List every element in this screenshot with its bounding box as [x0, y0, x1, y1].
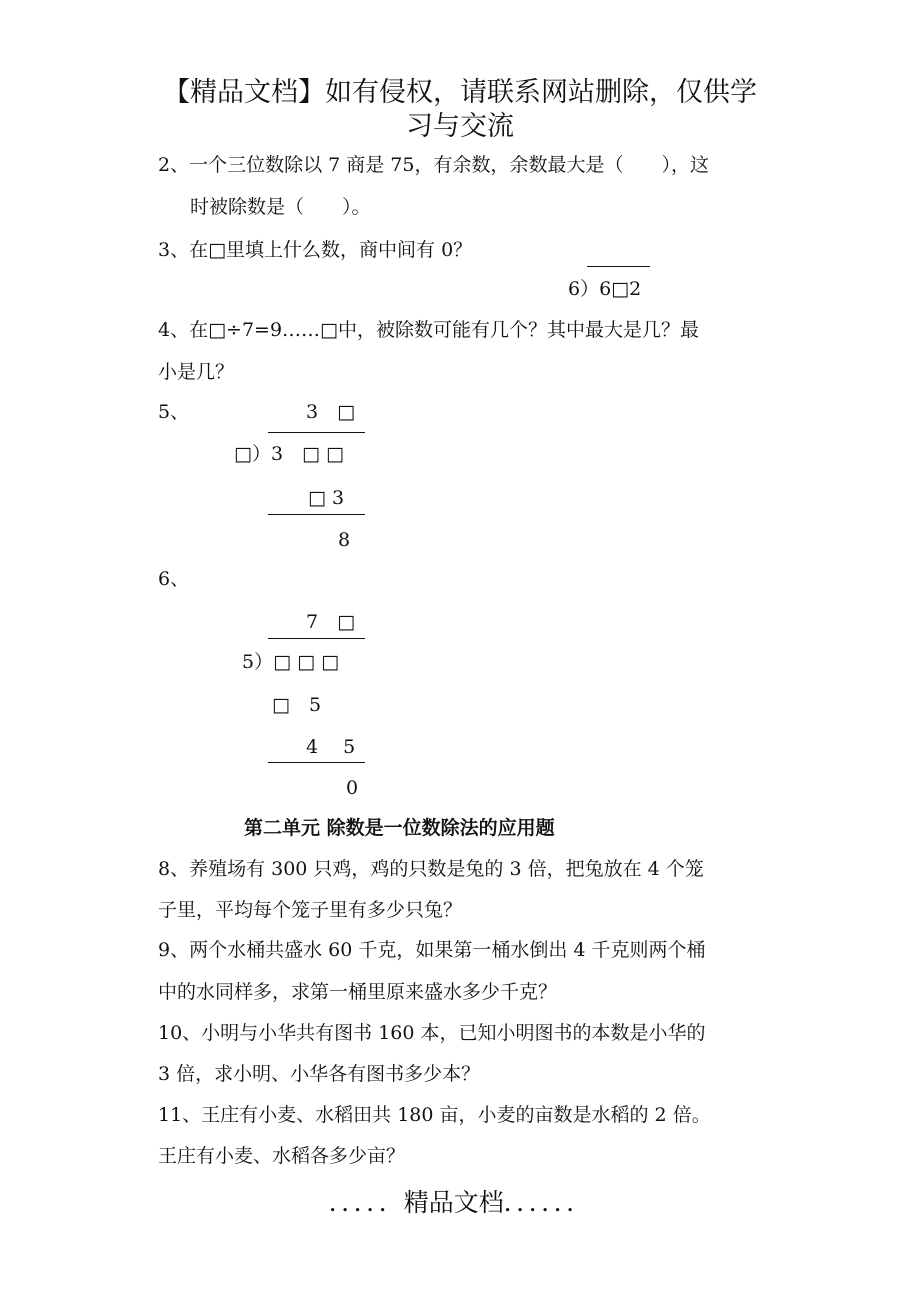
question-9-line-2: 中的水同样多，求第一桶里原来盛水多少千克？ — [158, 981, 558, 1003]
q6-step-1: □ 5 — [272, 694, 322, 716]
q6-subtraction-line — [268, 762, 365, 763]
q3-division-bar — [587, 266, 650, 267]
header-line-2: 习与交流 — [406, 111, 514, 142]
question-2-line-1: 2、一个三位数除以 7 商是 75，有余数，余数最大是（ ），这 — [158, 154, 709, 176]
q6-dividend-row: 5）□ □ □ — [242, 651, 340, 673]
question-10-line-2: 3 倍，求小明、小华各有图书多少本？ — [158, 1063, 481, 1085]
question-11-line-2: 王庄有小麦、水稻各多少亩？ — [158, 1145, 406, 1167]
question-8-line-1: 8、养殖场有 300 只鸡，鸡的只数是兔的 3 倍，把兔放在 4 个笼 — [158, 858, 704, 880]
q5-subtraction-line — [268, 514, 365, 515]
q5-division-bar — [268, 432, 365, 433]
question-5-label: 5、 — [158, 401, 190, 423]
section-title: 第二单元 除数是一位数除法的应用题 — [244, 817, 555, 839]
q3-division: 6）6□2 — [568, 278, 642, 300]
question-4-line-2: 小是几？ — [158, 361, 235, 383]
question-11-line-1: 11、王庄有小麦、水稻田共 180 亩，小麦的亩数是水稻的 2 倍。 — [158, 1104, 711, 1126]
q6-step-2: 4 5 — [306, 736, 356, 758]
q5-quotient: 3 □ — [306, 401, 356, 423]
q5-remainder: 8 — [338, 529, 351, 551]
q5-dividend-row: □）3 □ □ — [234, 443, 344, 465]
header-line-1: 【精品文档】如有侵权，请联系网站删除，仅供学 — [163, 77, 757, 108]
question-6-label: 6、 — [158, 568, 190, 590]
question-2-line-2: 时被除数是（ ）。 — [190, 196, 371, 218]
footer: ．．．．．精品文档．．．．．． — [328, 1188, 592, 1217]
q6-division-bar — [268, 638, 365, 639]
question-4-line-1: 4、在□÷7=9……□中，被除数可能有几个？其中最大是几？最 — [158, 319, 700, 341]
question-8-line-2: 子里，平均每个笼子里有多少只兔？ — [158, 899, 463, 921]
q5-product-row: □ 3 — [308, 487, 345, 509]
question-10-line-1: 10、小明与小华共有图书 160 本，已知小明图书的本数是小华的 — [158, 1022, 706, 1044]
question-3-text: 3、在□里填上什么数，商中间有 0？ — [158, 239, 473, 261]
q6-remainder: 0 — [346, 777, 359, 799]
question-9-line-1: 9、两个水桶共盛水 60 千克，如果第一桶水倒出 4 千克则两个桶 — [158, 939, 706, 961]
q6-quotient: 7 □ — [306, 611, 356, 633]
